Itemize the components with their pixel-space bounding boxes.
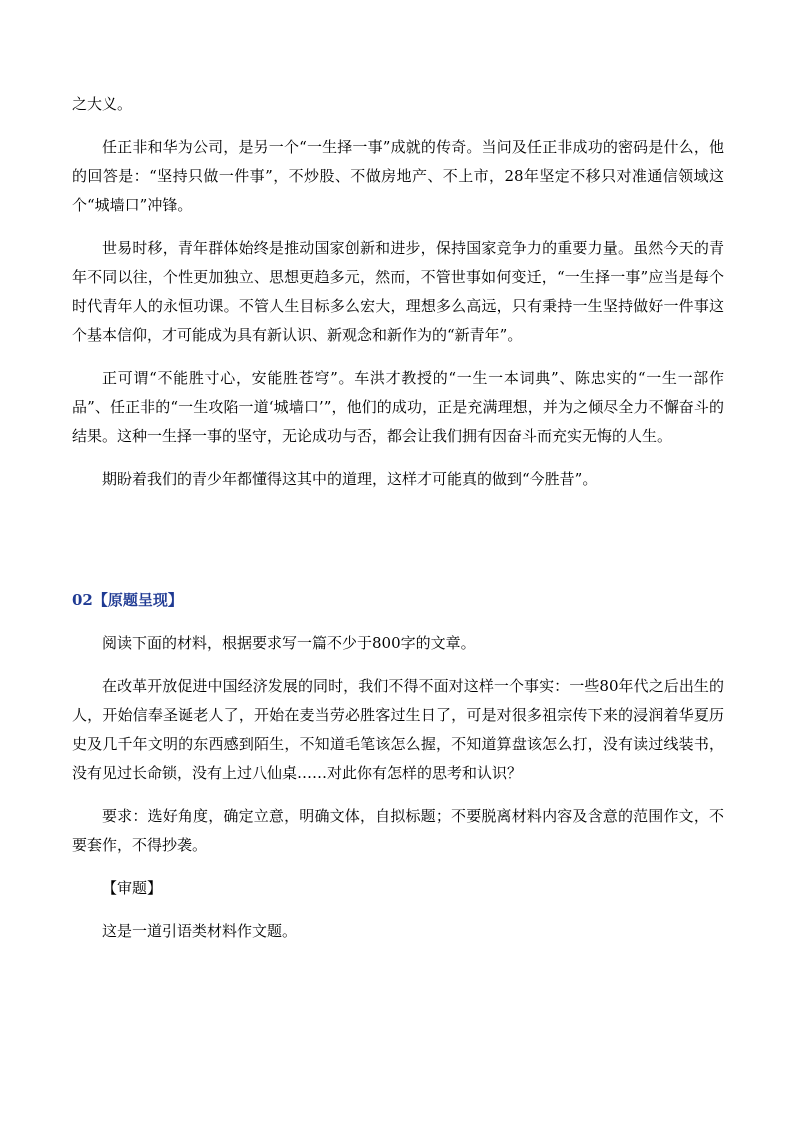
review-text: 这是一道引语类材料作文题。 [102,922,298,940]
writing-requirement: 要求：选好角度，确定立意，明确文体，自拟标题；不要脱离材料内容及含意的范围作文，不要套作，不得抄袭。 [72,807,724,854]
section-heading: 02【原题呈现】 [72,591,183,609]
writing-prompt: 阅读下面的材料，根据要求写一篇不少于800字的文章。 [102,634,476,652]
paragraph-closing-fragment: 之大义。 [72,95,133,113]
paragraph-youth: 世易时移，青年群体始终是推动国家创新和进步，保持国家竞争力的重要力量。虽然今天的青年不同以往，个性更加独立、思想更趋多元，然而，不管世事如何变迁，“一生择一事”应当是每个时代青年人的永恒功课。不管人生目标多么宏大，理想多么高远，只有秉持一生坚持做好一件事这个基本信仰，才可能成为具有新认识、新观念和新作为的“新青年”。 [72,239,724,344]
paragraph-quote: 正可谓“不能胜寸心，安能胜苍穹”。车洪才教授的“一生一本词典”、陈忠实的“一生一部作品”、任正非的“一生攻陷一道‘城墙口’”，他们的成功，正是充满理想，并为之倾尽全力不懈奋斗的结果。这种一生择一事的坚守，无论成功与否，都会让我们拥有因奋斗而充实无悔的人生。 [72,369,724,445]
material-text: 在改革开放促进中国经济发展的同时，我们不得不面对这样一个事实：一些80年代之后出生的人，开始信奉圣诞老人了，开始在麦当劳必胜客过生日了，可是对很多祖宗传下来的浸润着华夏历史及几千年文明的东西感到陌生，不知道毛笔该怎么握，不知道算盘该怎么打，没有读过线装书，没有见过长命锁，没有上过八仙桌……对此你有怎样的思考和认识？ [72,677,724,782]
paragraph-hope: 期盼着我们的青少年都懂得这其中的道理，这样才可能真的做到“今胜昔”。 [102,470,598,488]
paragraph-ren-zhengfei: 任正非和华为公司，是另一个“一生择一事”成就的传奇。当问及任正非成功的密码是什么，他的回答是：“坚持只做一件事”，不炒股、不做房地产、不上市，28年坚定不移只对准通信领域这个“城墙口”冲锋。 [72,138,724,214]
document-page [72,90,724,946]
review-label: 【审题】 [102,879,163,897]
